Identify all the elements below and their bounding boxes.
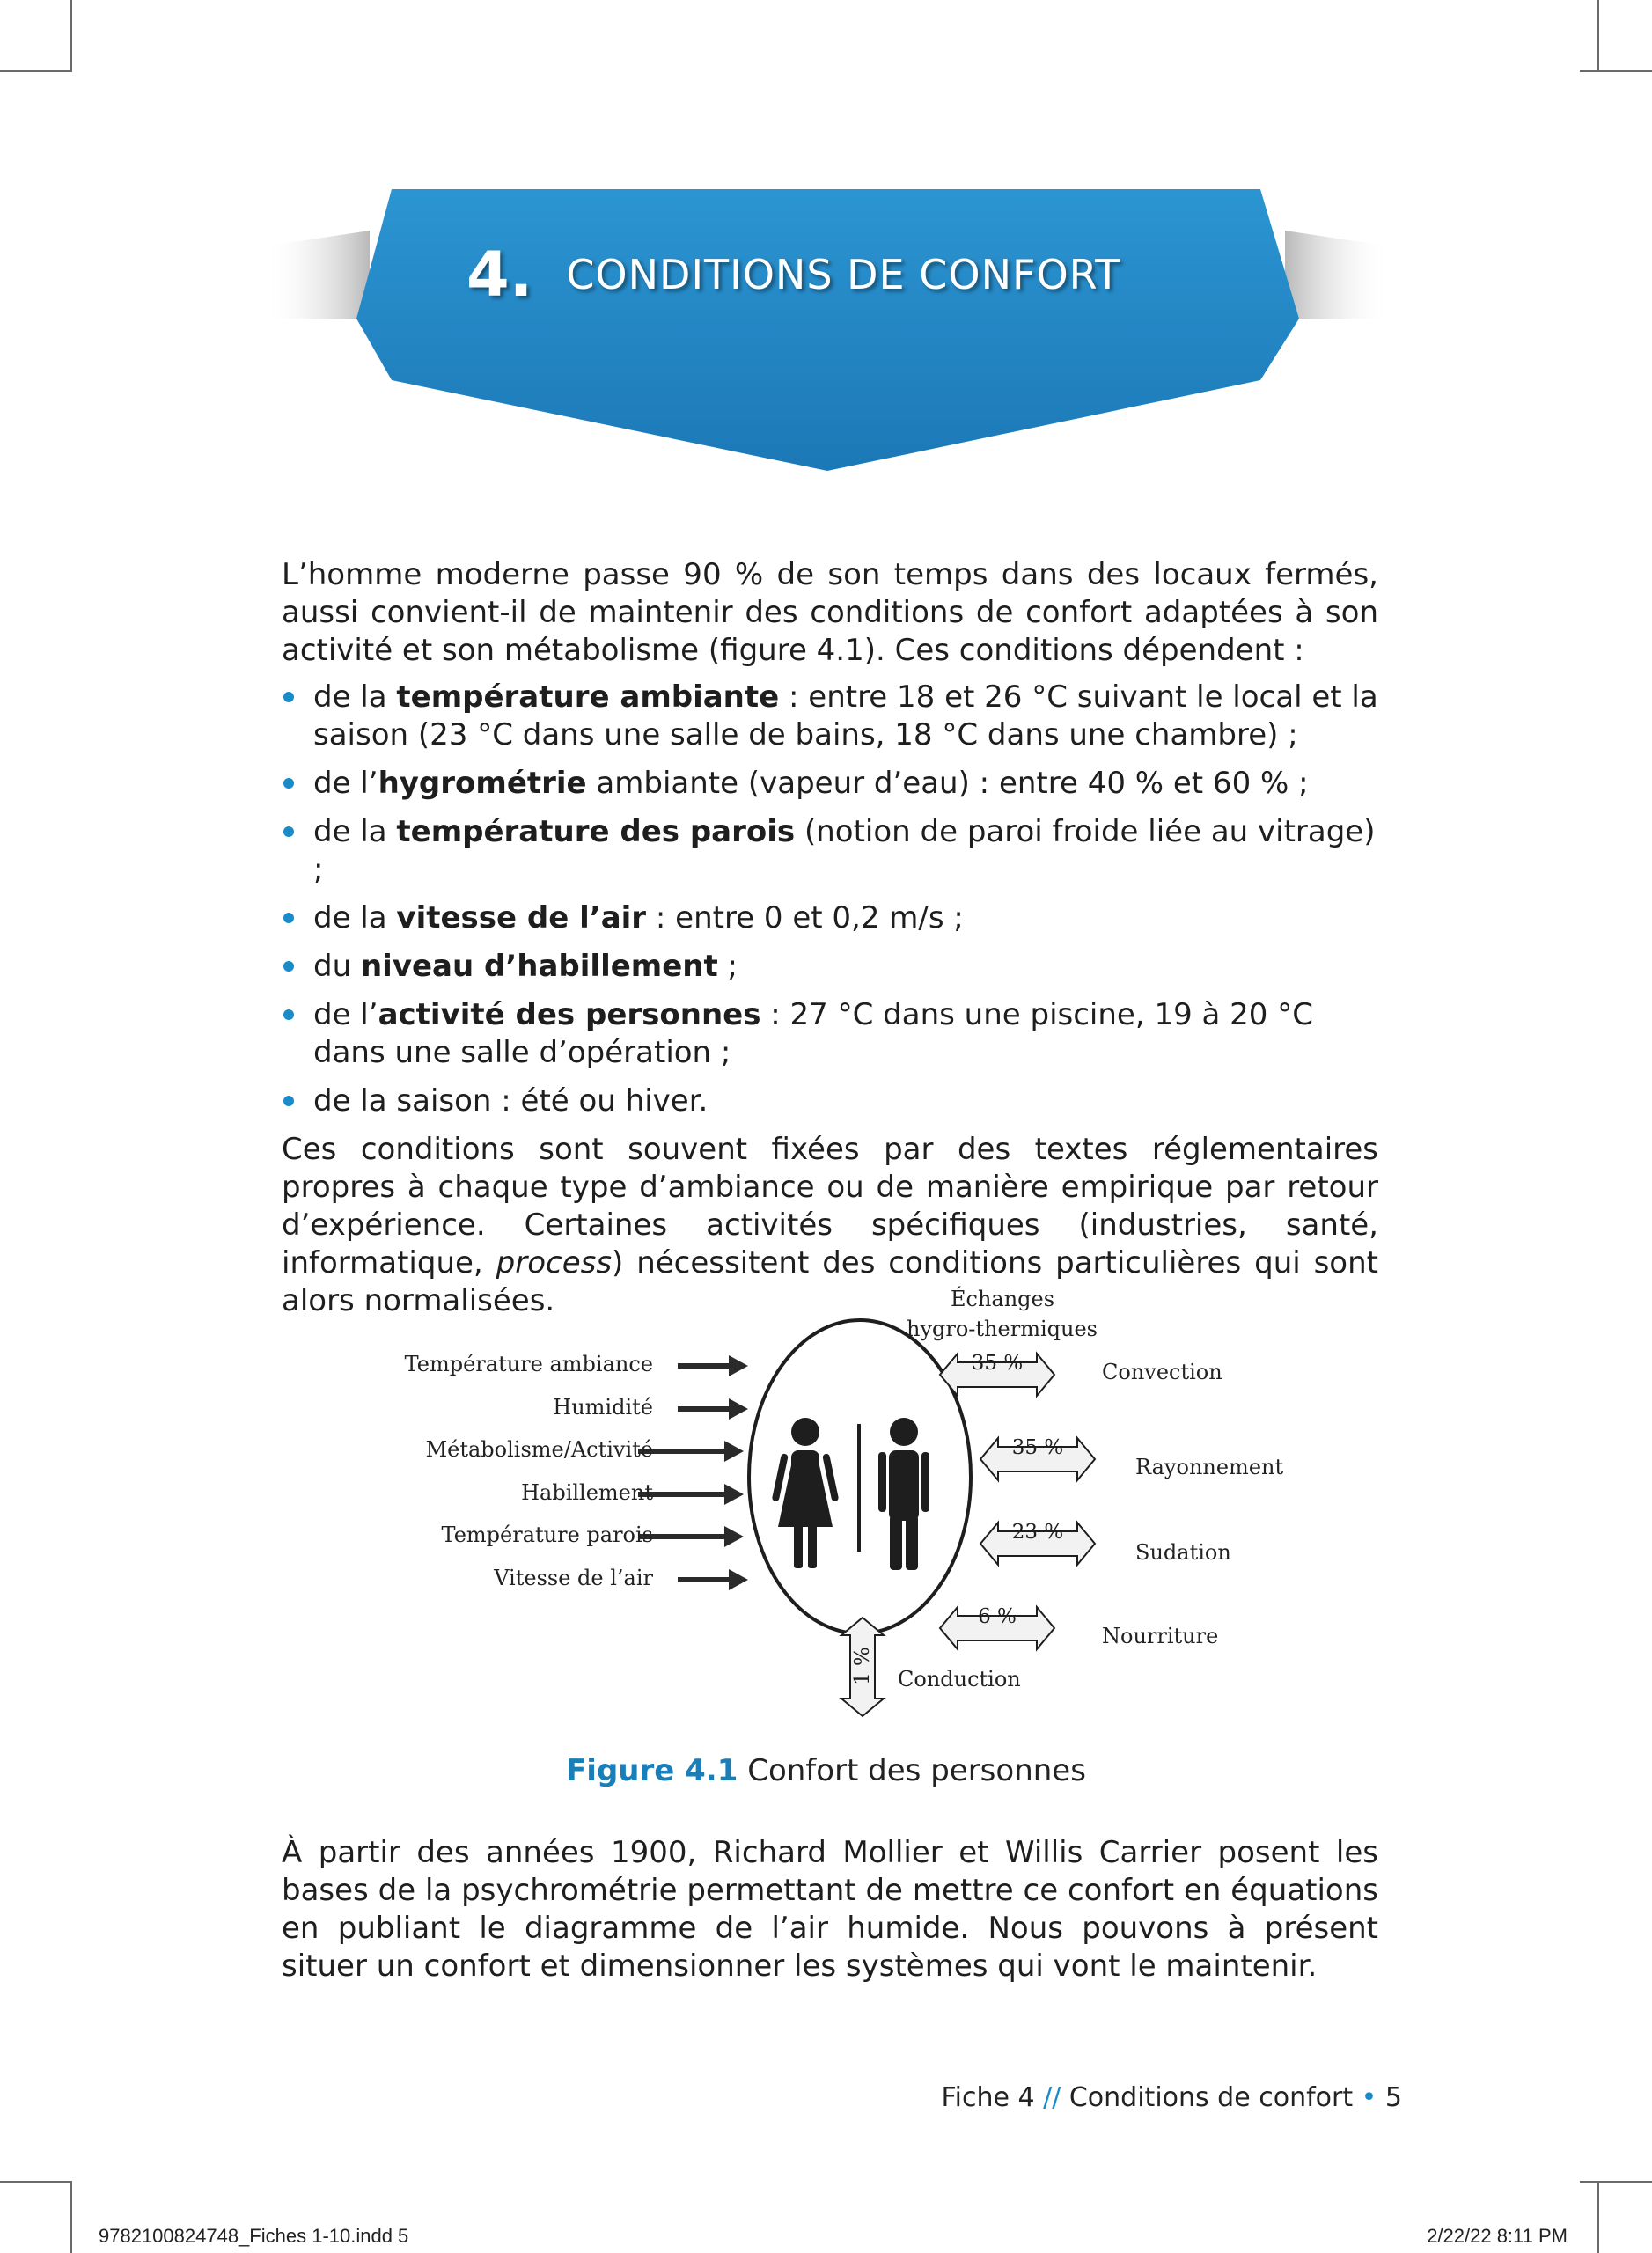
bullet-keyword: température ambiante [396, 679, 780, 715]
bullet-dot [283, 961, 294, 972]
conditions-text-end: ) nécessitent des conditions particulières qui sont alors normalisées. [282, 1245, 1378, 1318]
man-icon [878, 1418, 929, 1570]
bullet-keyword: activité des personnes [378, 997, 761, 1032]
bullet-prefix: de la [313, 900, 397, 936]
input-label: Habillement [521, 1480, 653, 1505]
exchanges-title: Échanges [951, 1287, 1055, 1311]
bullet-dot [283, 692, 294, 702]
bullet-dot [283, 1009, 294, 1020]
input-arrows [638, 1355, 748, 1590]
bullet-prefix: de la saison : été ou hiver. [313, 1083, 709, 1119]
bullet-dot [283, 826, 294, 837]
list-item [282, 679, 1378, 754]
bullet-suffix: ; [717, 949, 738, 984]
conditions-text: Ces conditions sont souvent fixées par des textes réglementaires propres à chaque type d’ambiance ou de manière empirique par retour d’expérience. Certaines activités spécifiques (industries, santé, informatique, [282, 1132, 1378, 1281]
exchange-label: Sudation [1135, 1540, 1231, 1565]
arrow-icon [678, 1355, 748, 1376]
list-item [282, 948, 1378, 986]
footer-separator: // [1043, 2082, 1061, 2113]
arrow-icon [678, 1398, 748, 1420]
comfort-figure [343, 1267, 1329, 1743]
exchange-percent: 6 % [978, 1605, 1017, 1628]
print-slug-date: 2/22/22 8:11 PM [1427, 2225, 1568, 2247]
exchange-label: Nourriture [1102, 1624, 1219, 1648]
input-label: Métabolisme/Activité [425, 1437, 653, 1462]
list-item [282, 996, 1378, 1072]
crop-mark [1597, 2181, 1599, 2253]
input-label: Vitesse de l’air [494, 1566, 653, 1590]
exchange-label: Rayonnement [1135, 1455, 1284, 1479]
bullet-keyword: température des parois [396, 814, 796, 849]
chapter-title-text: CONDITIONS DE CONFORT [566, 251, 1121, 298]
bullet-keyword: niveau d’habillement [360, 949, 718, 984]
arrow-icon [638, 1526, 744, 1547]
list-item [282, 813, 1378, 889]
conduction-percent: 1 % [851, 1647, 874, 1685]
input-label: Humidité [553, 1395, 653, 1420]
figure-caption [0, 1753, 1652, 1788]
page-number: 5 [1384, 2082, 1402, 2113]
bullet-prefix: du [313, 949, 361, 984]
figure-number: Figure 4.1 [566, 1753, 738, 1788]
exchange-percent: 23 % [1011, 1521, 1064, 1544]
bullet-dot [283, 913, 294, 923]
bullet-dot [283, 778, 294, 789]
intro-paragraph: L’homme moderne passe 90 % de son temps dans des locaux fermés, aussi convient-il de maintenir des conditions de confort adaptées à son activité et son métabolisme (figure 4.1). Ces conditions dépendent : [282, 557, 1378, 668]
arrow-icon [678, 1569, 748, 1590]
footer-fiche: Fiche 4 [941, 2082, 1035, 2113]
page-footer [942, 2082, 1402, 2113]
footer-title: Conditions de confort [1068, 2082, 1354, 2113]
chapter-banner [0, 0, 1652, 493]
divider-line [857, 1424, 861, 1552]
footer-bullet: • [1361, 2082, 1377, 2113]
crop-mark [1580, 2181, 1652, 2183]
bullet-suffix: : entre 18 et 26 °C suivant le local et la saison (23 °C dans une salle de bains, 18 °C dans une chambre) ; [313, 679, 1378, 752]
body-text [282, 556, 1378, 1320]
arrow-icon [638, 1484, 744, 1505]
list-item [282, 899, 1378, 937]
bullet-suffix: : entre 0 et 0,2 m/s ; [646, 900, 964, 936]
bullet-prefix: de l’ [313, 766, 378, 801]
outro-paragraph: À partir des années 1900, Richard Mollier et Willis Carrier posent les bases de la psychrométrie permettant de mettre ce confort en équations en publiant le diagramme de l’air humide. Nous pouvons à présent situer un confort et dimensionner les systèmes qui vont le maintenir. [282, 1835, 1378, 1984]
list-item [282, 765, 1378, 803]
crop-mark [0, 2181, 72, 2183]
crop-mark [70, 2181, 72, 2253]
bullet-prefix: de l’ [313, 997, 378, 1032]
conduction-label: Conduction [898, 1667, 1021, 1692]
bullet-keyword: hygrométrie [378, 766, 587, 801]
bullet-prefix: de la [313, 814, 397, 849]
chapter-title [466, 231, 1120, 319]
exchanges-subtitle: hygro-thermiques [907, 1317, 1098, 1341]
input-label: Température ambiance [404, 1352, 653, 1376]
figure-caption-text: Confort des personnes [747, 1753, 1086, 1788]
bullet-keyword: vitesse de l’air [396, 900, 647, 936]
exchange-label: Convection [1102, 1360, 1222, 1384]
bullet-suffix: ambiante (vapeur d’eau) : entre 40 % et 60 % ; [586, 766, 1309, 801]
bullet-dot [283, 1096, 294, 1106]
figure-drawing [343, 1267, 1329, 1743]
bullet-prefix: de la [313, 679, 397, 715]
print-slug-file: 9782100824748_Fiches 1-10.indd 5 [99, 2225, 409, 2247]
woman-icon [772, 1418, 840, 1568]
conditions-list [282, 679, 1378, 1120]
chapter-number: 4. [466, 239, 533, 311]
exchange-percent: 35 % [1011, 1436, 1064, 1459]
input-label: Température parois [441, 1523, 653, 1547]
exchange-percent: 35 % [971, 1352, 1024, 1375]
bullet-suffix: : 27 °C dans une piscine, 19 à 20 °C dans une salle d’opération ; [313, 997, 1313, 1070]
list-item [282, 1082, 1378, 1120]
bullet-suffix: (notion de paroi froide liée au vitrage) ; [313, 814, 1376, 887]
conditions-italic: process [496, 1245, 613, 1281]
arrow-icon [638, 1441, 744, 1462]
